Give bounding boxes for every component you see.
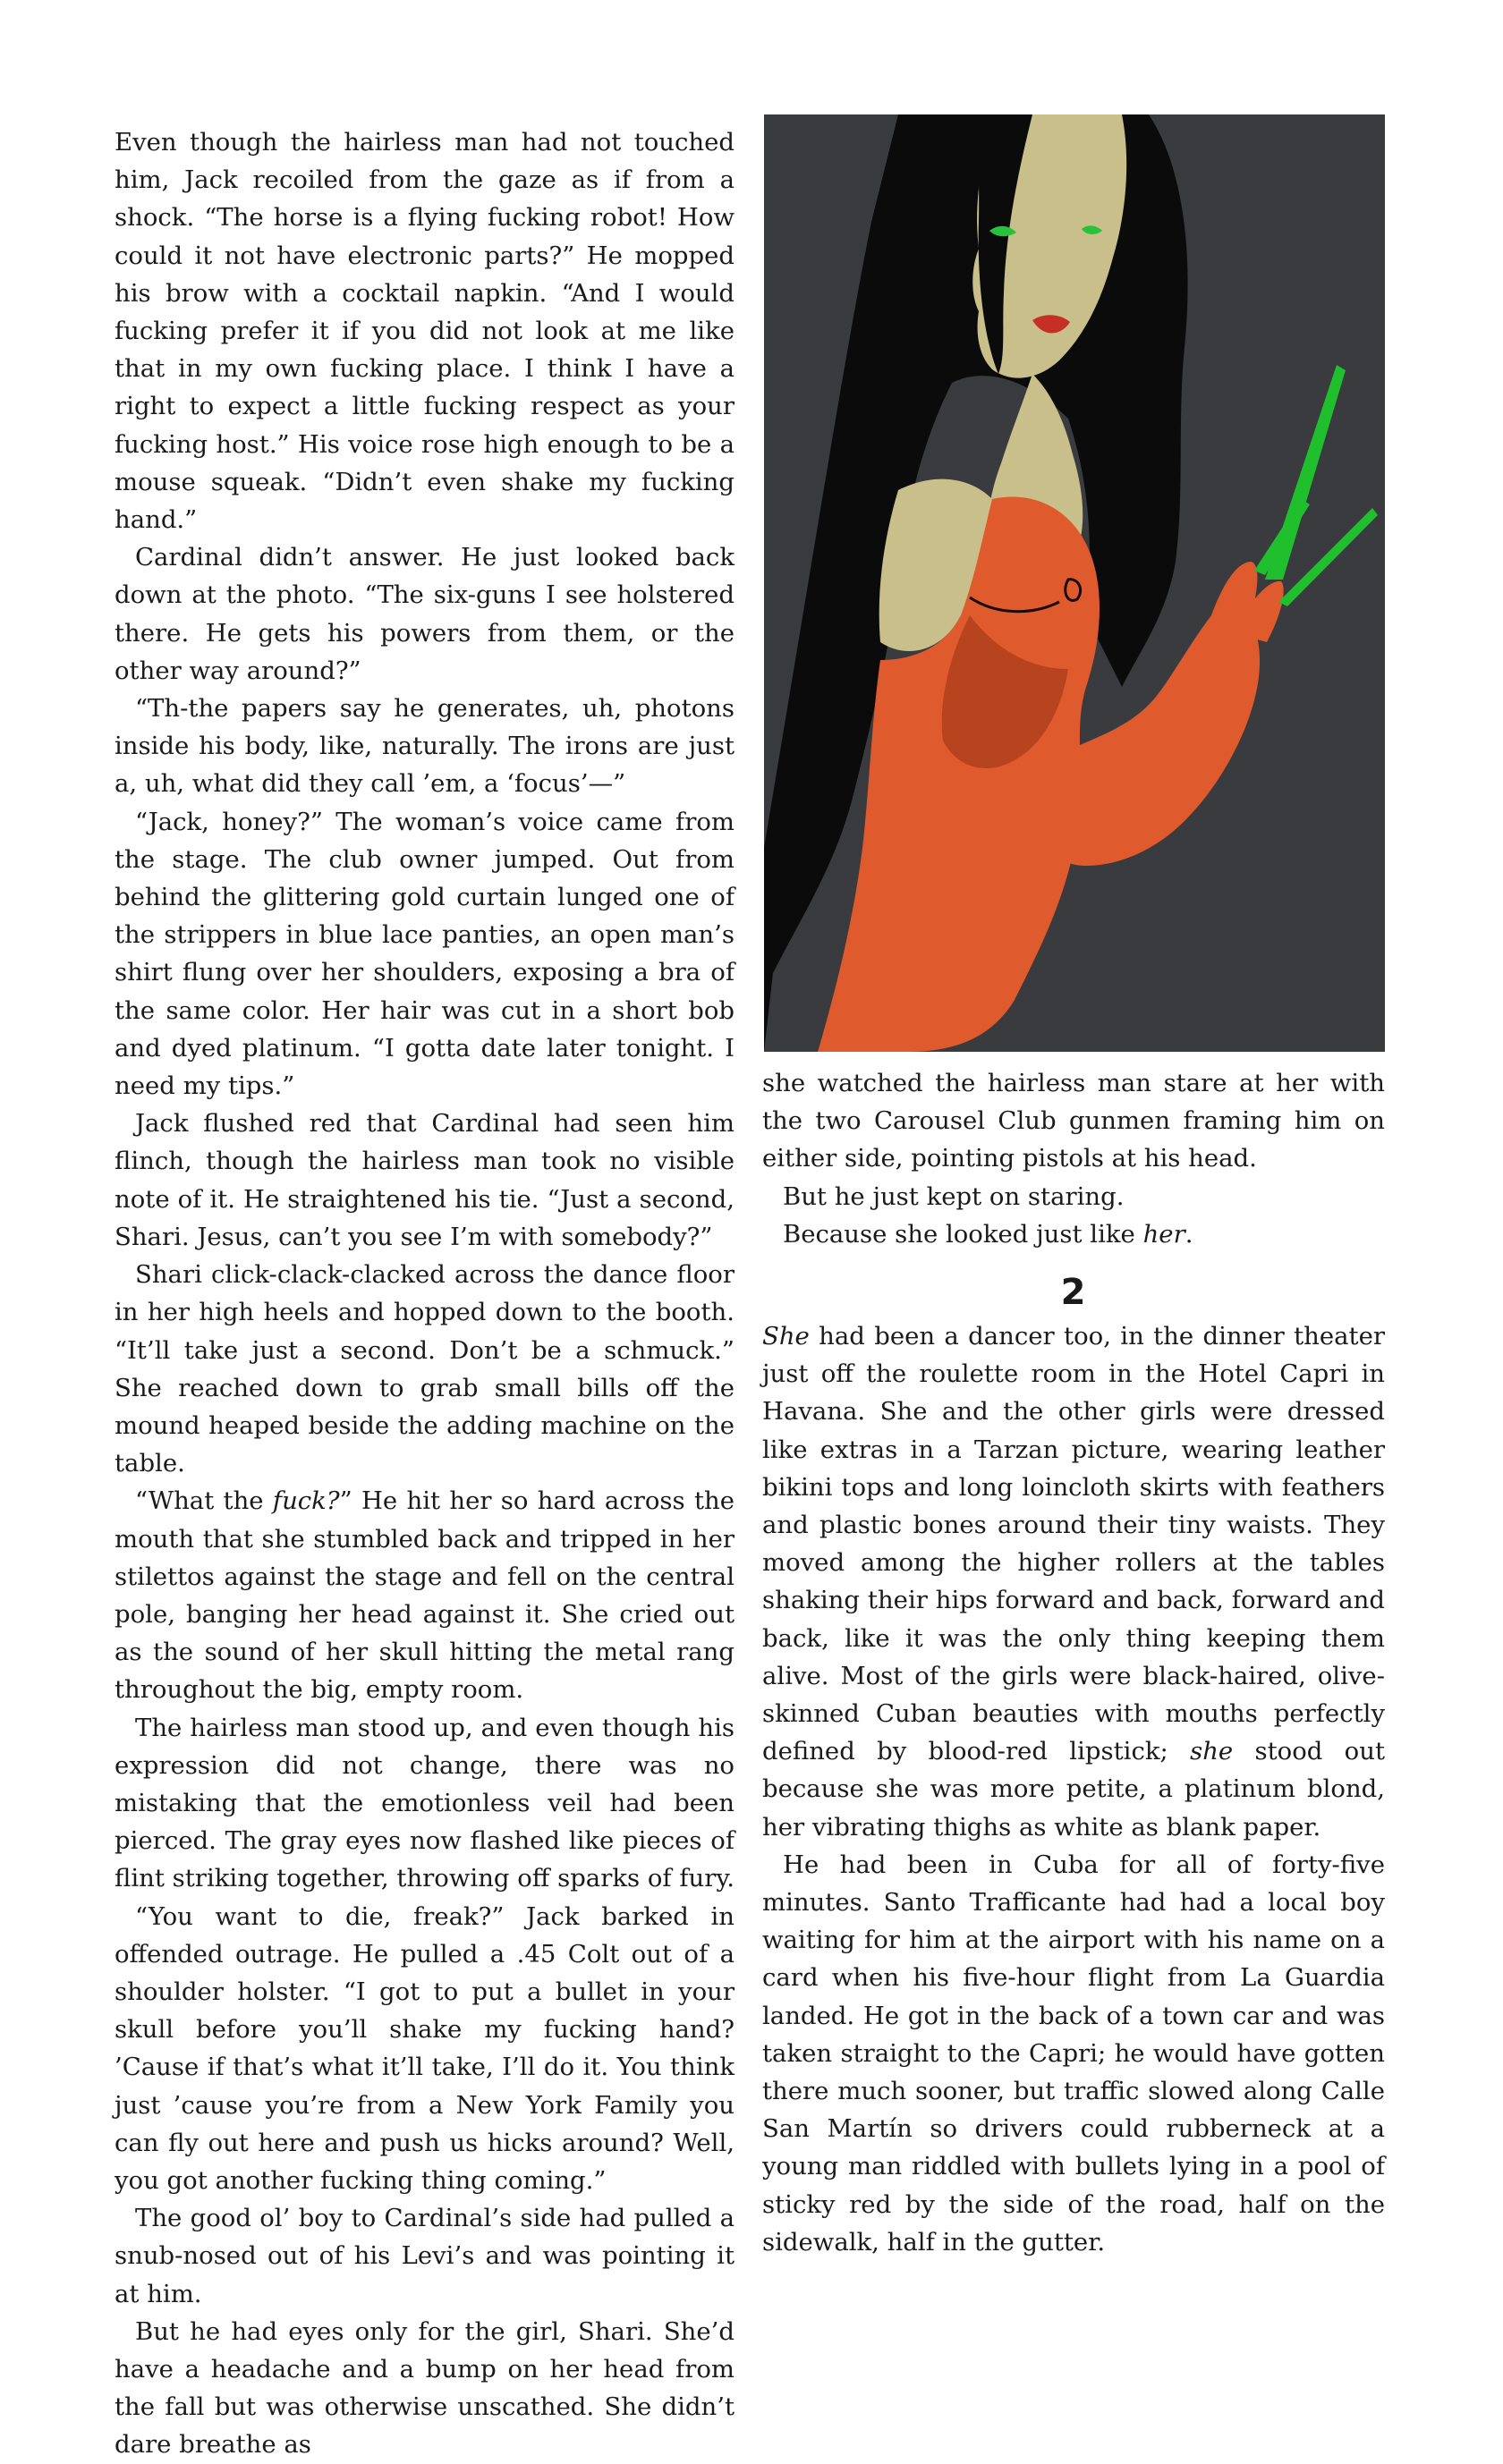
text-run: . [1185,1219,1193,1249]
paragraph [762,1215,1385,1253]
text-run: stood out because she was more petite, a platinum blond, her vibrating thighs as white as blank paper. [762,1737,1385,1842]
left-text-column [115,123,735,2464]
text-run: “What the [135,1486,273,1516]
paragraph: But he had eyes only for the girl, Shari. She’d have a headache and a bump on her head from the fall but was otherwise unscathed. She didn’t dare breathe as [115,2316,735,2460]
paragraph: The good ol’ boy to Cardinal’s side had pulled a snub-nosed out of his Levi’s and was pointing it at him. [115,2204,735,2308]
paragraph: The hairless man stood up, and even though his expression did not change, there was no mistaking that the emotionless veil had been pierced. The gray eyes now flashed like pieces of flint striking together, throwing off sparks of fury. [115,1713,735,1893]
paragraph: Shari click-clack-clacked across the dance floor in her high heels and hopped down to the booth. “It’ll take just a second. Don’t be a schmuck.” She reached down to grab small bills off the mound heaped beside the adding machine on the table. [115,1260,735,1478]
right-text-column [762,1064,1385,2261]
italic-text: She [762,1322,810,1351]
paragraph: “You want to die, freak?” Jack barked in offended outrage. He pulled a .45 Colt out of a shoulder holster. “I got to put a bullet in your skull before you’ll shake my fucking hand? ’Cause if that’s what it’ll take, I’ll do it. You think just ’cause you’re from a New York Family you can fly out here and push us hicks around? Well, you got another fucking thing coming.” [115,1901,735,2195]
paragraph: Even though the hairless man had not touched him, Jack recoiled from the gaze as if from a shock. “The horse is a flying fucking robot! How could it not have electronic parts?” He mopped his brow with a cocktail napkin. “And I would fucking prefer it if you did not look at me like that in my own fucking place. I think I have a right to expect a little fucking respect as your fucking host.” His voice rose high enough to be a mouse squeak. “Didn’t even shake my fucking hand.” [115,128,735,535]
paragraph: He had been in Cuba for all of forty-five minutes. Santo Trafficante had had a local boy waiting for him at the airport with his name on a card when his five-hour flight from La Guardia landed. He got in the back of a town car and was taken straight to the Capri; he would have gotten there much sooner, but traffic slowed along Calle San Martín so drivers could rubberneck at a young man riddled with bullets lying in a pool of sticky red by the side of the road, half on the sidewalk, half in the gutter. [762,1850,1385,2257]
paragraph: she watched the hairless man stare at her with the two Carousel Club gunmen framing him on either side, pointing pistols at his head. [762,1069,1385,1173]
text-run: ” He hit her so hard across the mouth that she stumbled back and tripped in her stilettos against the stage and fell on the central pole, banging her head against it. She cried out as the sound of her skull hitting the metal rang throughout the big, empty room. [115,1486,735,1705]
italic-text: her [1142,1219,1185,1249]
paragraph: “Jack, honey?” The woman’s voice came from the stage. The club owner jumped. Out from behind the glittering gold curtain lunged one of the strippers in blue lace panties, an open man’s shirt flung over her shoulders, exposing a bra of the same color. Her hair was cut in a short bob and dyed platinum. “I gotta date later tonight. I need my tips.” [115,807,735,1101]
paragraph: Cardinal didn’t answer. He just looked back down at the photo. “The six-guns I see holstered there. He gets his powers from them, or the other way around?” [115,543,735,685]
italic-text: fuck? [272,1486,340,1516]
paragraph [115,1482,735,1708]
chapter-number: 2 [1060,1272,1087,1314]
text-run: Because she looked just like [783,1219,1143,1249]
illustration-art [764,114,1385,1052]
paragraph [762,1317,1385,1846]
italic-text: she [1190,1737,1234,1766]
paragraph: But he just kept on staring. [783,1181,1125,1211]
illustration-woman-in-red-suit [764,114,1385,1052]
paragraph: “Th-the papers say he generates, uh, photons inside his body, like, naturally. The irons are just a, uh, what did they call ’em, a ‘focus’—” [115,694,735,799]
paragraph: Jack flushed red that Cardinal had seen him flinch, though the hairless man took no visible note of it. He straightened his tie. “Just a second, Shari. Jesus, can’t you see I’m with somebody?” [115,1109,735,1251]
text-run: had been a dancer too, in the dinner theater just off the roulette room in the Hotel Capri in Havana. She and the other girls were dressed like extras in a Tarzan picture, wearing leather bikini tops and long loincloth skirts with feathers and plastic bones around their tiny waists. They moved among the higher rollers at the tables shaking their hips forward and back, forward and back, like it was the only thing keeping them alive. Most of the girls were black-haired, olive-skinned Cuban beauties with mouths perfectly defined by blood-red lipstick; [762,1322,1385,1766]
